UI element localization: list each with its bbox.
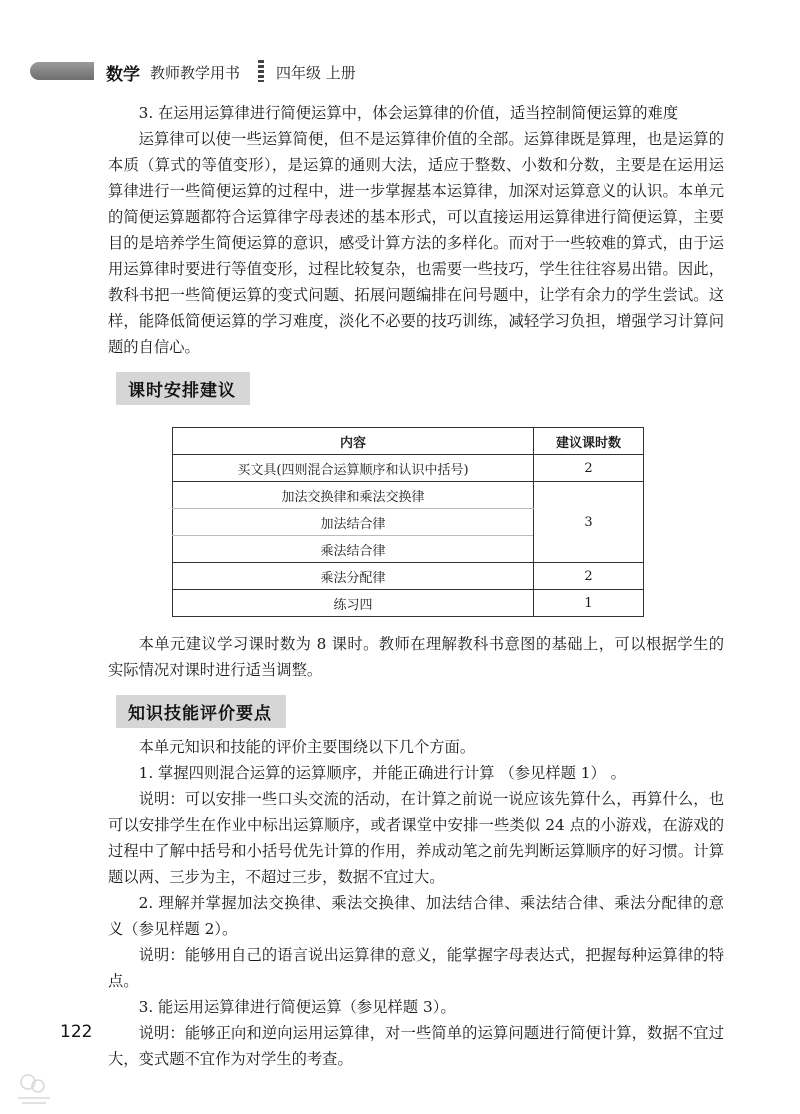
table-cell-topic: 练习四: [173, 590, 534, 617]
table-cell-hours: 3: [534, 482, 644, 563]
evaluation-point-3: 3. 能运用运算律进行简便运算（参见样题 3）。: [138, 998, 456, 1016]
table-cell-topic: 乘法结合律: [173, 536, 534, 563]
book-grade: 四年级 上册: [276, 64, 356, 82]
schedule-heading: 课时安排建议: [116, 372, 250, 405]
table-row: [173, 482, 644, 509]
table-cell-topic: 加法结合律: [173, 509, 534, 536]
evaluation-note-2: 说明：能够用自己的语言说出运算律的意义，能掌握字母表达式，把握每种运算律的特点。: [108, 946, 724, 990]
evaluation-heading: 知识技能评价要点: [116, 695, 286, 728]
table-cell-hours: 2: [534, 563, 644, 590]
table-cell-topic: 加法交换律和乘法交换律: [173, 482, 534, 509]
table-header-row: [173, 428, 644, 455]
section-3-body: 运算律可以使一些运算简便，但不是运算律价值的全部。运算律既是算理，也是运算的本质（算式的等值变形），是运算的通则大法，适应于整数、小数和分数，主要是在运用运算律进行一些简便运算的过程中，进一步掌握基本运算律，加深对运算意义的认识。本单元的简便运算题都符合运算律字母表述的基本形式，可以直接运用运算律进行简便运算，主要目的是培养学生简便运算的意识，感受计算方法的多样化。而对于一些较难的算式，由于运用运算律时要进行等值变形，过程比较复杂，也需要一些技巧，学生往往容易出错。因此，教科书把一些简便运算的变式问题、拓展问题编排在问号题中，让学有余力的学生尝试。这样，能降低简便运算的学习难度，淡化不必要的技巧训练，减轻学习负担，增强学习计算问题的自信心。: [108, 130, 724, 356]
evaluation-note-1: 说明：可以安排一些口头交流的活动，在计算之前说一说应该先算什么，再算什么，也可以安排学生在作业中标出运算顺序，或者课堂中安排一些类似 24 点的小游戏，在游戏的过程中了解中括号和小括号优先计算的作用，养成动笔之前先判断运算顺序的好习惯。计算题以两、三步为主，不超过三步，数据不宜过大。: [108, 790, 724, 886]
page-content: [108, 100, 724, 1072]
column-header-content: 内容: [173, 428, 534, 455]
running-header: [0, 52, 800, 92]
header-separator: [258, 60, 264, 82]
book-subject: 数学: [106, 65, 140, 85]
header-tab-decoration: [30, 62, 94, 80]
book-subtitle: 教师教学用书: [150, 64, 241, 82]
section-3-heading: 3. 在运用运算律进行简便运算中，体会运算律的价值，适当控制简便运算的难度: [138, 104, 679, 122]
table-row: [173, 455, 644, 482]
table-row: [173, 563, 644, 590]
watermark-logo-icon: [14, 1066, 54, 1106]
schedule-note: 本单元建议学习课时数为 8 课时。教师在理解教科书意图的基础上，可以根据学生的实际情况对课时进行适当调整。: [108, 635, 724, 679]
evaluation-point-2: 2. 理解并掌握加法交换律、乘法交换律、加法结合律、乘法结合律、乘法分配律的意义（参见样题 2）。: [108, 894, 724, 938]
evaluation-note-3: 说明：能够正向和逆向运用运算律，对一些简单的运算问题进行简便计算，数据不宜过大，变式题不宜作为对学生的考查。: [108, 1024, 724, 1068]
table-cell-hours: 1: [534, 590, 644, 617]
evaluation-intro: 本单元知识和技能的评价主要围绕以下几个方面。: [138, 738, 476, 756]
schedule-table: [172, 427, 644, 617]
table-cell-hours: 2: [534, 455, 644, 482]
table-cell-topic: 买文具(四则混合运算顺序和认识中括号): [173, 455, 534, 482]
evaluation-point-1: 1. 掌握四则混合运算的运算顺序，并能正确进行计算 （参见样题 1） 。: [138, 764, 626, 782]
table-row: [173, 590, 644, 617]
table-cell-topic: 乘法分配律: [173, 563, 534, 590]
page-number: 122: [60, 1022, 93, 1042]
column-header-hours: 建议课时数: [534, 428, 644, 455]
